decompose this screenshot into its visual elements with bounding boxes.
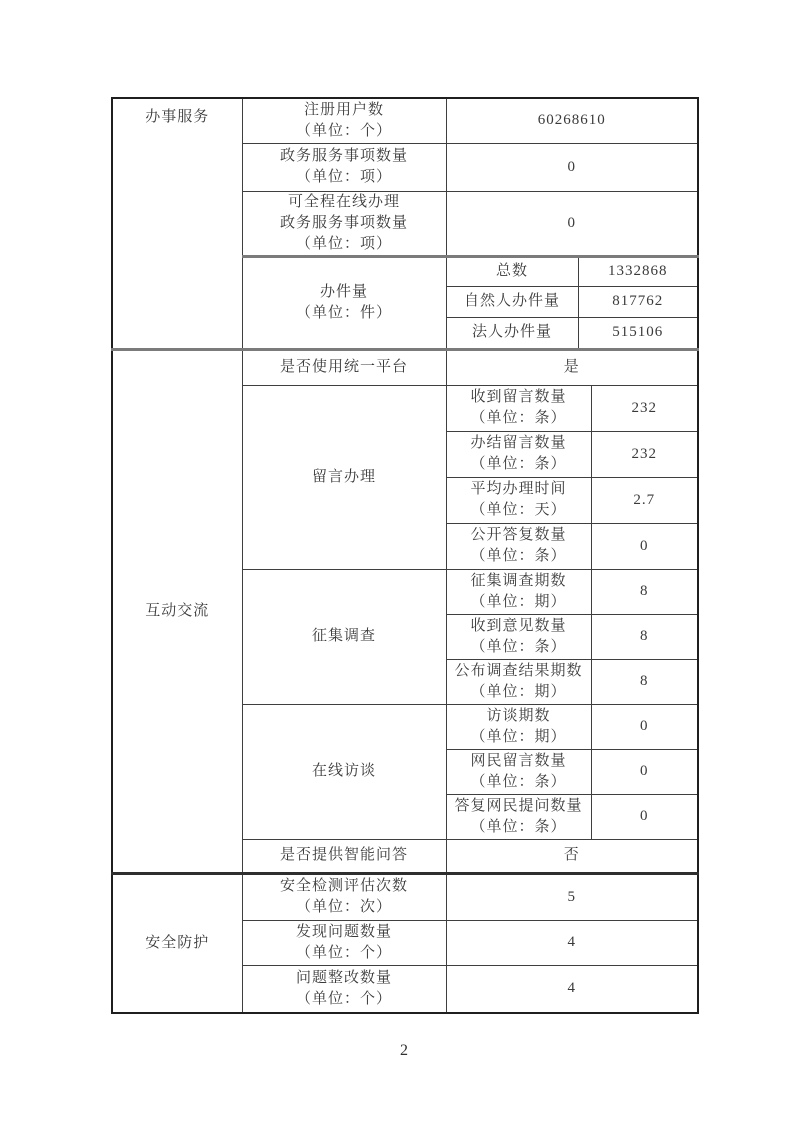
label-line: 答复网民提问数量	[454, 797, 583, 814]
label-line: 可全程在线办理	[287, 193, 400, 210]
row-label-service-items	[242, 143, 446, 191]
row-label-online-items	[242, 191, 446, 256]
row-label-registered-users	[242, 98, 446, 143]
value-cases-natural: 817762	[578, 286, 698, 317]
row-label-interview: 在线访谈	[242, 704, 446, 839]
label-line: 公布调查结果期数	[454, 662, 583, 679]
label-line: 访谈期数	[486, 707, 551, 724]
value-netizen-messages: 0	[591, 749, 698, 794]
row-label-smart-qa: 是否提供智能问答	[242, 839, 446, 873]
sub-label-interview-issues	[446, 704, 591, 749]
label-line: 办件量	[319, 283, 368, 300]
sub-label-public-replies	[446, 523, 591, 569]
value-online-items: 0	[446, 191, 698, 256]
unit-line: （单位：条）	[470, 548, 567, 564]
sub-label-netizen-replies	[446, 794, 591, 839]
value-service-items: 0	[446, 143, 698, 191]
label-line: 收到意见数量	[470, 617, 567, 634]
value-security-checks: 5	[446, 873, 698, 920]
label-line: 问题整改数量	[295, 969, 392, 986]
sub-label-avg-handle-time	[446, 477, 591, 523]
sub-label-cases-total: 总数	[446, 256, 578, 286]
unit-line: （单位：件）	[295, 304, 392, 321]
row-label-unified-platform: 是否使用统一平台	[242, 349, 446, 385]
value-registered-users: 60268610	[446, 98, 698, 143]
page-number: 2	[400, 1042, 408, 1059]
sub-label-messages-received	[446, 385, 591, 431]
unit-line: （单位：次）	[295, 899, 392, 915]
unit-line: （单位：条）	[470, 456, 567, 472]
unit-line: （单位：期）	[470, 593, 567, 610]
value-avg-handle-time: 2.7	[591, 477, 698, 523]
row-label-problems-found	[242, 920, 446, 965]
row-label-security-checks	[242, 873, 446, 920]
label-line: 注册用户数	[303, 101, 384, 118]
value-cases-legal: 515106	[578, 317, 698, 349]
row-label-problems-fixed	[242, 965, 446, 1013]
value-survey-issues: 8	[591, 569, 698, 614]
report-table	[111, 97, 699, 1014]
label-line: 政务服务事项数量	[279, 148, 408, 164]
table-row	[112, 873, 698, 920]
row-label-cases	[242, 256, 446, 349]
label-line: 安全检测评估次数	[279, 878, 408, 894]
unit-line: （单位：期）	[470, 728, 567, 745]
label-line: 发现问题数量	[295, 923, 392, 940]
unit-line: （单位：条）	[470, 773, 567, 790]
unit-line: （单位：条）	[470, 410, 567, 426]
label-line: 征集调查期数	[470, 572, 567, 589]
value-unified-platform: 是	[446, 349, 698, 385]
section-label-text: 办事服务	[145, 109, 210, 125]
value-interview-issues: 0	[591, 704, 698, 749]
value-public-replies: 0	[591, 523, 698, 569]
unit-line: （单位：期）	[470, 683, 567, 700]
sub-label-opinions-received	[446, 614, 591, 659]
table-row	[112, 349, 698, 385]
unit-line: （单位：项）	[295, 235, 392, 252]
section-label-service	[112, 98, 242, 349]
section-label-security	[112, 873, 242, 1013]
section-label-text: 互动交流	[145, 602, 210, 619]
unit-line: （单位：个）	[295, 122, 392, 139]
value-results-published: 8	[591, 659, 698, 704]
value-problems-fixed: 4	[446, 965, 698, 1013]
unit-line: （单位：个）	[295, 990, 392, 1007]
sub-label-survey-issues	[446, 569, 591, 614]
section-label-interaction	[112, 349, 242, 873]
value-netizen-replies: 0	[591, 794, 698, 839]
section-label-text: 安全防护	[145, 934, 210, 951]
label-line: 政务服务事项数量	[279, 214, 408, 231]
unit-line: （单位：条）	[470, 638, 567, 655]
sub-label-cases-legal: 法人办件量	[446, 317, 578, 349]
sub-label-results-published	[446, 659, 591, 704]
value-messages-received: 232	[591, 385, 698, 431]
value-smart-qa: 否	[446, 839, 698, 873]
unit-line: （单位：条）	[470, 818, 567, 835]
sub-label-netizen-messages	[446, 749, 591, 794]
label-line: 网民留言数量	[470, 752, 567, 769]
value-cases-total: 1332868	[578, 256, 698, 286]
row-label-message-handling: 留言办理	[242, 385, 446, 569]
label-line: 平均办理时间	[470, 481, 567, 497]
table-row	[112, 98, 698, 143]
row-label-survey: 征集调查	[242, 569, 446, 704]
unit-line: （单位：个）	[295, 944, 392, 961]
label-line: 收到留言数量	[470, 389, 567, 405]
unit-line: （单位：天）	[470, 502, 567, 518]
label-line: 办结留言数量	[470, 435, 567, 451]
label-line: 公开答复数量	[470, 527, 567, 543]
value-messages-resolved: 232	[591, 431, 698, 477]
unit-line: （单位：项）	[295, 169, 392, 185]
sub-label-cases-natural: 自然人办件量	[446, 286, 578, 317]
value-problems-found: 4	[446, 920, 698, 965]
value-opinions-received: 8	[591, 614, 698, 659]
sub-label-messages-resolved	[446, 431, 591, 477]
